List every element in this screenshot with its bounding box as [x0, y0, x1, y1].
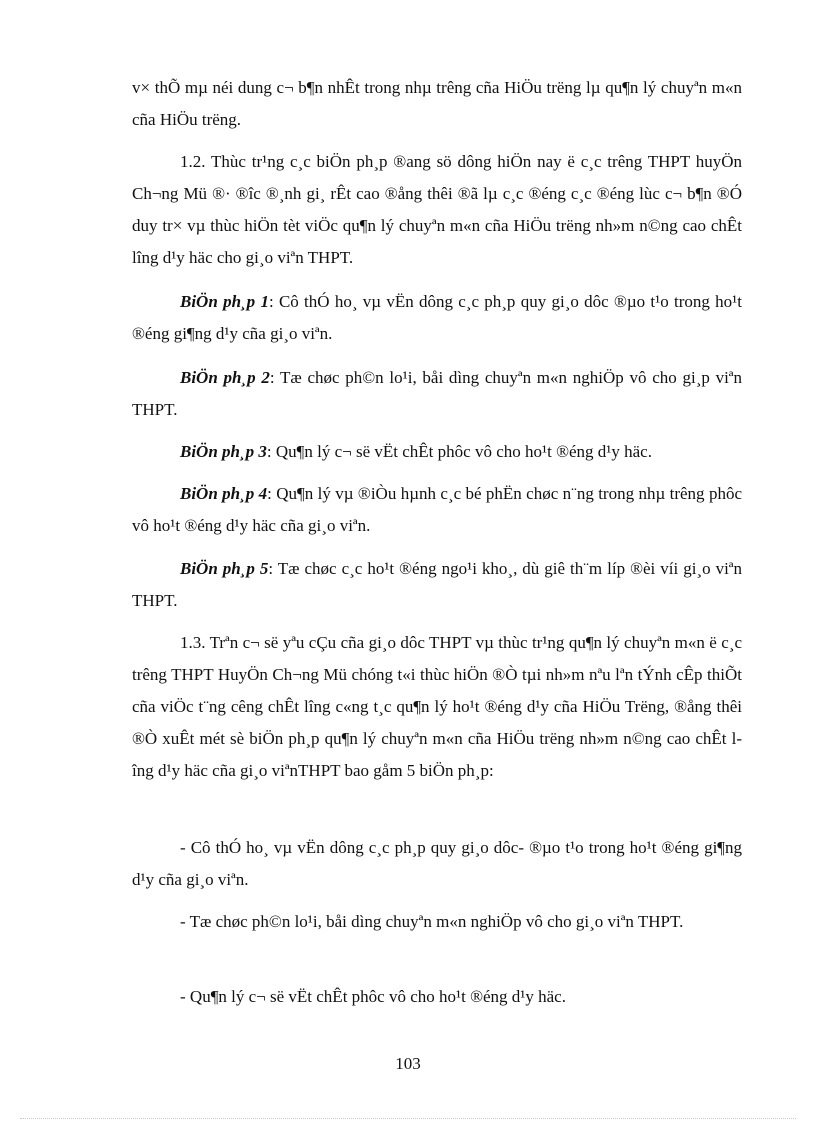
paragraph-intro-continuation	[132, 72, 742, 136]
paragraph-measure-5	[132, 553, 742, 617]
paragraph-text: - Cô thÓ ho¸ vµ vËn dông c¸c ph¸p quy gi¸o dôc- ®µo t¹o trong ho¹t ®éng gi¶ng d¹y cña gi¸o viªn.	[132, 838, 742, 889]
list-item-2	[132, 906, 742, 938]
page-bottom-divider	[20, 1118, 796, 1119]
paragraph-measure-3	[132, 436, 742, 468]
paragraph-text: 1.2. Thùc tr¹ng c¸c biÖn ph¸p ®ang sö dông hiÖn nay ë c¸c trêng THPT huyÖn Ch¬ng Mü ®· ®îc ®¸nh gi¸ rÊt cao ®ång thêi ®ã lµ c¸c ®éng c¸c ®éng lùc c¬ b¶n ®Ó duy tr× vµ thùc hiÖn tèt viÖc qu¶n lý chuyªn m«n cña HiÖu trëng nh»m n©ng cao chÊt lîng d¹y häc cho gi¸o viªn THPT.	[132, 152, 742, 267]
measure-label: BiÖn ph¸p 5	[180, 559, 269, 578]
paragraph-measure-1	[132, 286, 742, 350]
paragraph-text: v× thÕ mµ néi dung c¬ b¶n nhÊt trong nhµ trêng cña HiÖu trëng lµ qu¶n lý chuyªn m«n cña HiÖu trëng.	[132, 78, 742, 129]
paragraph-section-1-3	[132, 627, 742, 787]
paragraph-text: 1.3. Trªn c¬ së yªu cÇu cña gi¸o dôc THPT vµ thùc tr¹ng qu¶n lý chuyªn m«n ë c¸c trêng THPT HuyÖn Ch¬ng Mü chóng t«i thùc hiÖn ®Ò tµi nh»m nªu lªn tÝnh cÊp thiÕt cña viÖc t¨ng cêng chÊt lîng c«ng t¸c qu¶n lý ho¹t ®éng d¹y cña HiÖu Trëng, ®ång thêi ®Ò xuÊt mét sè biÖn ph¸p qu¶n lý chuyªn m«n cña HiÖu trëng nh»m n©ng cao chÊt lîng d¹y häc cña gi¸o viªnTHPT bao gåm 5 biÖn ph¸p:	[132, 633, 742, 780]
paragraph-text: : Tæ chøc ph©n lo¹i, båi dìng chuyªn m«n nghiÖp vô cho gi¸p viªn THPT.	[132, 368, 742, 419]
paragraph-text: - Tæ chøc ph©n lo¹i, båi dìng chuyªn m«n nghiÖp vô cho gi¸o viªn THPT.	[180, 912, 684, 931]
paragraph-section-1-2	[132, 146, 742, 274]
list-item-1	[132, 832, 742, 896]
paragraph-text: : Tæ chøc c¸c ho¹t ®éng ngo¹i kho¸, dù giê th¨m líp ®èi víi gi¸o viªn THPT.	[132, 559, 742, 610]
paragraph-text: : Qu¶n lý vµ ®iÒu hµnh c¸c bé phËn chøc n¨ng trong nhµ trêng phôc vô ho¹t ®éng d¹y häc cña gi¸o viªn.	[132, 484, 742, 535]
paragraph-text: - Qu¶n lý c¬ së vËt chÊt phôc vô cho ho¹t ®éng d¹y häc.	[180, 987, 566, 1006]
page-number: 103	[395, 1054, 421, 1073]
paragraph-text: : Qu¶n lý c¬ së vËt chÊt phôc vô cho ho¹t ®éng d¹y häc.	[266, 442, 652, 461]
paragraph-text: : Cô thÓ ho¸ vµ vËn dông c¸c ph¸p quy gi¸o dôc ®µo t¹o trong ho¹t ®éng gi¶ng d¹y cña gi¸o viªn.	[132, 292, 742, 343]
measure-label: BiÖn ph¸p 2	[180, 368, 270, 387]
paragraph-measure-4	[132, 478, 742, 542]
measure-label: BiÖn ph¸p 3	[180, 442, 267, 461]
measure-label: BiÖn ph¸p 1	[180, 292, 269, 311]
measure-label: BiÖn ph¸p 4	[180, 484, 268, 503]
paragraph-measure-2	[132, 362, 742, 426]
list-item-3	[132, 981, 742, 1013]
